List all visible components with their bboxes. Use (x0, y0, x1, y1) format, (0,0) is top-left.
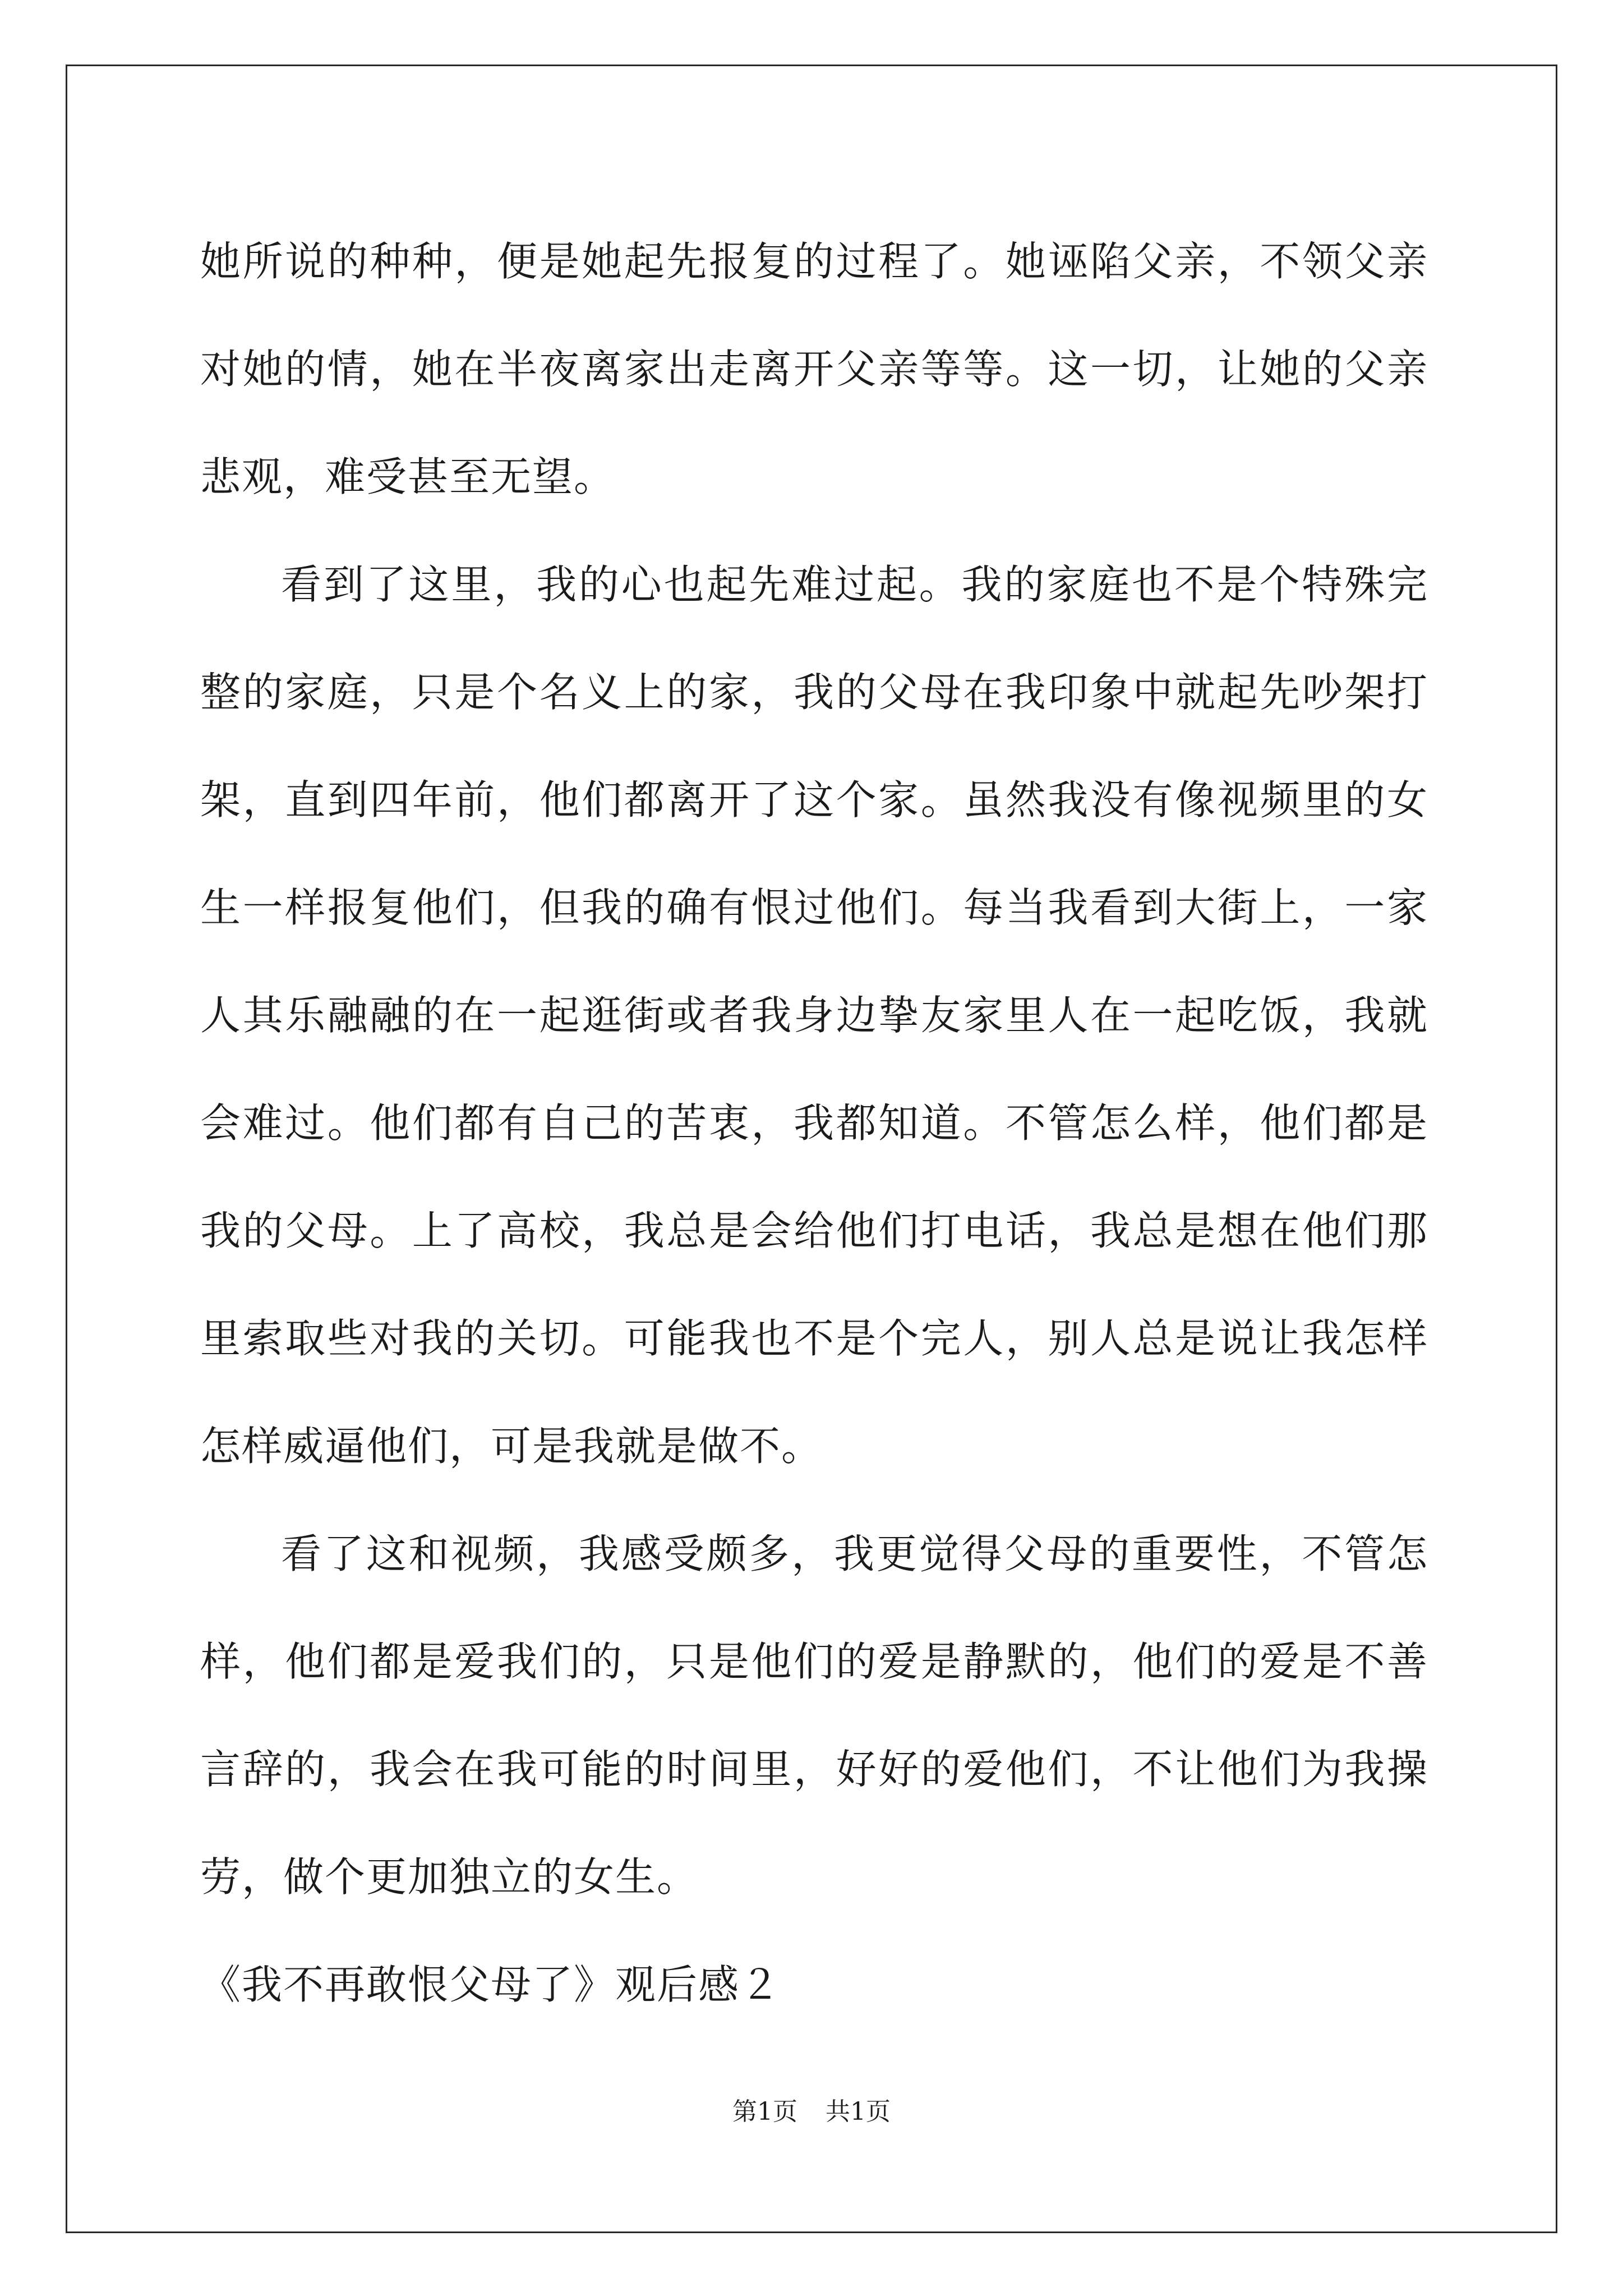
paragraph-3: 看了这和视频，我感受颇多，我更觉得父母的重要性，不管怎样，他们都是爱我们的，只是他们的爱是静默的，他们的爱是不善言辞的，我会在我可能的时间里，好好的爱他们，不让他们为我操劳，做个更加独立的女生。 (200, 1530, 1428, 1901)
section-heading: 《我不再敢恨父母了》观后感２ (200, 1961, 782, 2008)
paragraph-1: 她所说的种种，便是她起先报复的过程了。她诬陷父亲，不领父亲对她的情，她在半夜离家出走离开父亲等等。这一切，让她的父亲悲观，难受甚至无望。 (200, 238, 1428, 500)
page-number-current: 第1页 (732, 2097, 797, 2126)
page-number-total: 共1页 (826, 2097, 891, 2126)
paragraph-2: 看到了这里，我的心也起先难过起。我的家庭也不是个特殊完整的家庭，只是个名义上的家，我的父母在我印象中就起先吵架打架，直到四年前，他们都离开了这个家。虽然我没有像视频里的女生一样报复他们，但我的确有恨过他们。每当我看到大街上，一家人其乐融融的在一起逛街或者我身边挚友家里人在一起吃饭，我就会难过。他们都有自己的苦衷，我都知道。不管怎么样，他们都是我的父母。上了高校，我总是会给他们打电话，我总是想在他们那里索取些对我的关切。可能我也不是个完人，别人总是说让我怎样怎样威逼他们，可是我就是做不。 (200, 561, 1428, 1470)
document-body (200, 208, 1428, 2039)
page-footer (0, 2095, 1623, 2129)
